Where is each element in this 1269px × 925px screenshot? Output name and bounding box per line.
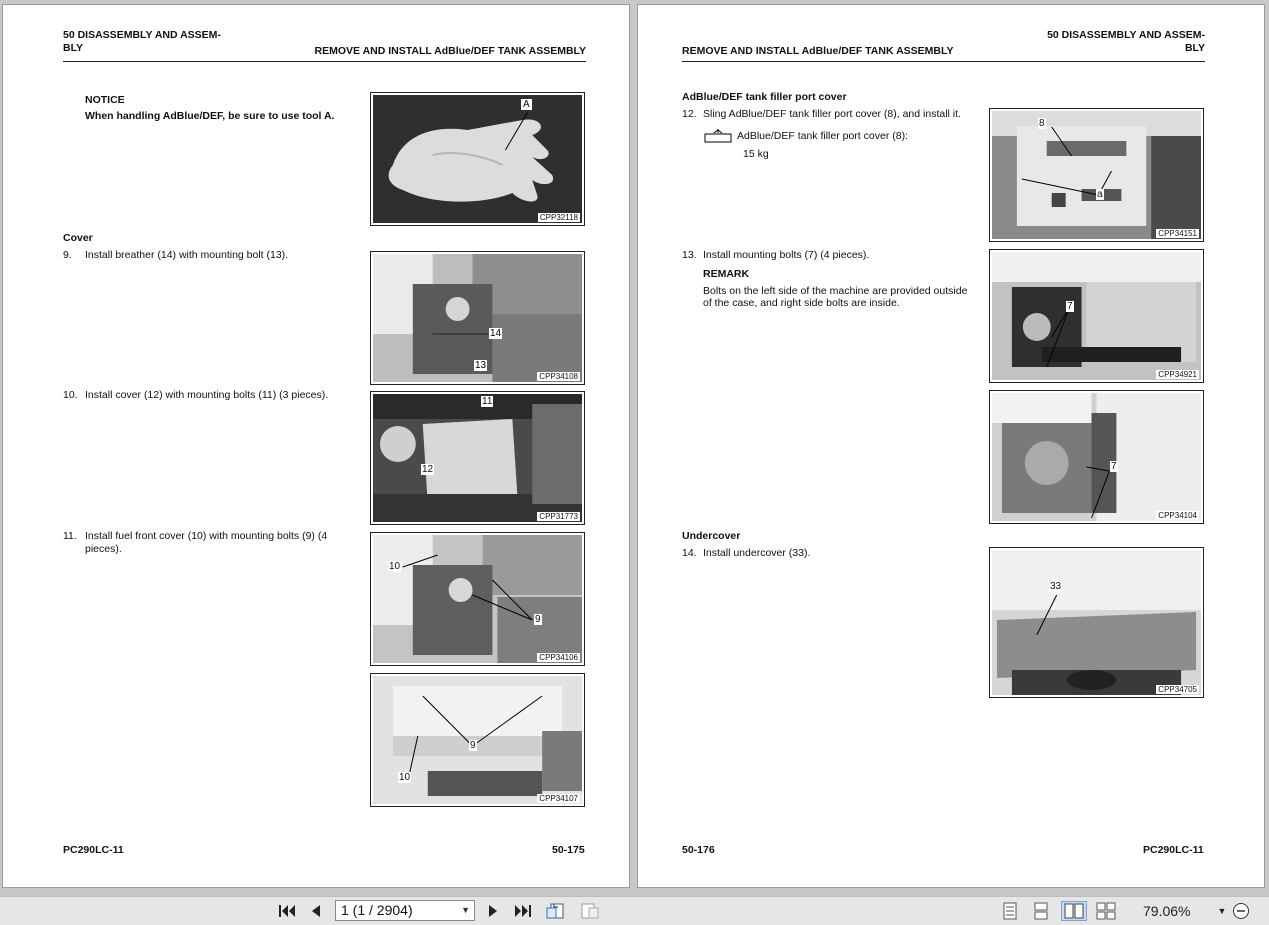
figure-code: CPP34106 [539,653,578,662]
figure-glove-photo [370,92,585,226]
page-number-field[interactable] [335,900,475,921]
header-title: REMOVE AND INSTALL AdBlue/DEF TANK ASSEMBLY [314,45,586,57]
header-chapter-line1: 50 DISASSEMBLY AND ASSEM- [63,29,221,41]
facing-view-icon[interactable] [1061,901,1087,921]
section-title-cover: Cover [63,232,93,244]
step-10-number: 10. [63,389,78,401]
header-chapter [1035,29,1205,55]
step-11-text-line1: Install fuel front cover (10) with mounting bolts (9) (4 [85,530,328,542]
header-chapter-line2: BLY [1184,42,1205,54]
header-chapter-line1: 50 DISASSEMBLY AND ASSEM- [1047,29,1205,41]
figure-label: 11 [482,396,493,407]
right-page [637,4,1265,888]
figure-label: 9 [535,614,541,625]
figure-bolts-detail-photo [370,673,585,807]
footer-page-number: 50-175 [552,844,585,856]
figure-code: CPP32118 [539,213,578,222]
step-12-number: 12. [682,108,697,120]
figure-code: CPP34705 [1158,685,1197,694]
header-chapter-line2: BLY [63,42,84,54]
next-view-icon[interactable] [576,901,602,921]
section-title-filler-port: AdBlue/DEF tank filler port cover [682,91,847,103]
figure-filler-port-photo [989,108,1204,242]
footer-model: PC290LC-11 [63,844,124,856]
figure-label: 14 [490,328,502,339]
figure-label: 7 [1111,461,1117,472]
step-10-text: Install cover (12) with mounting bolts (11) (3 pieces). [85,389,329,401]
figure-undercover-photo [989,547,1204,698]
step-14-text: Install undercover (33). [703,547,811,559]
figure-label: 9 [470,740,476,751]
figure-mounting-bolts-right-photo [989,390,1204,524]
zoom-level[interactable]: 79.06% [1143,903,1191,919]
figure-cover-photo [370,391,585,525]
figure-label: 10 [389,561,401,572]
figure-mounting-bolts-left-photo [989,249,1204,383]
notice-text: When handling AdBlue/DEF, be sure to use tool A. [85,110,335,122]
last-page-icon[interactable] [511,901,535,921]
figure-fuel-front-cover-photo [370,532,585,666]
footer-page-number: 50-176 [682,844,715,856]
header-title: REMOVE AND INSTALL AdBlue/DEF TANK ASSEMBLY [682,45,954,57]
continuous-view-icon[interactable] [1030,901,1052,921]
figure-label: 10 [399,772,411,783]
figure-label: 12 [422,464,434,475]
step-13-text: Install mounting bolts (7) (4 pieces). [703,249,870,261]
figure-label: 7 [1067,301,1073,312]
weight-label: AdBlue/DEF tank filler port cover (8): [737,130,908,142]
figure-code: CPP34921 [1158,370,1197,379]
page-header [63,29,586,62]
remark-title: REMARK [703,268,750,280]
remark-text-line2: of the case, and right side bolts are inside. [703,297,900,309]
figure-label: 13 [475,360,487,371]
step-14-number: 14. [682,547,697,559]
zoom-out-icon[interactable] [1230,901,1252,921]
figure-code: CPP34108 [539,372,578,381]
figure-code: CPP31773 [539,512,578,521]
left-page [2,4,630,888]
figure-breather-photo [370,251,585,385]
figure-label: A [523,99,530,110]
single-page-view-icon[interactable] [999,901,1021,921]
figure-code: CPP34151 [1158,229,1197,238]
zoom-dropdown-icon[interactable]: ▼ [1217,906,1227,916]
weight-value: 15 kg [743,148,769,160]
step-13-number: 13. [682,249,697,261]
figure-label: 8 [1039,118,1045,129]
step-9-number: 9. [63,249,72,261]
next-page-icon[interactable] [484,901,502,921]
page-header [682,29,1205,62]
figure-code: CPP34107 [539,794,578,803]
previous-view-icon[interactable] [543,901,569,921]
viewer-toolbar [0,896,1269,925]
step-9-text: Install breather (14) with mounting bolt (13). [85,249,289,261]
continuous-facing-view-icon[interactable] [1094,901,1118,921]
footer-model: PC290LC-11 [1143,844,1204,856]
step-11-number: 11. [63,530,77,542]
figure-code: CPP34104 [1158,511,1197,520]
page-number-value: 1 (1 / 2904) [341,902,413,918]
notice-title: NOTICE [85,94,125,106]
step-11-text-line2: pieces). [85,543,122,555]
chevron-down-icon[interactable]: ▼ [461,905,470,915]
lifting-weight-icon [704,129,732,143]
header-chapter [63,29,233,55]
remark-text-line1: Bolts on the left side of the machine are provided outside [703,285,968,297]
step-12-text: Sling AdBlue/DEF tank filler port cover (8), and install it. [703,108,961,120]
figure-label: 33 [1050,581,1062,592]
section-title-undercover: Undercover [682,530,741,542]
first-page-icon[interactable] [276,901,298,921]
previous-page-icon[interactable] [306,901,326,921]
figure-label: a [1097,189,1103,200]
